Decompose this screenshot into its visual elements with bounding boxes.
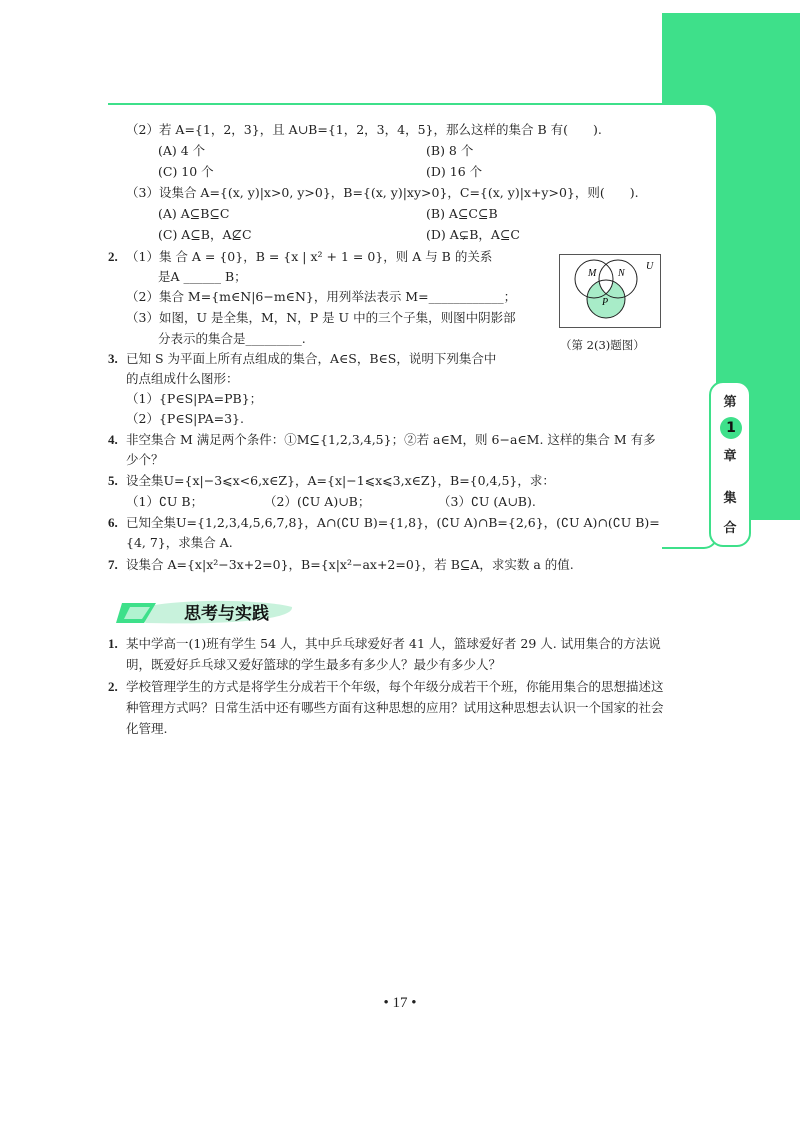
q5-line-1: 设全集U={x|−3⩽x<6,x∈Z}，A={x|−1⩽x⩽3,x∈Z}，B={0,4,5}，求： xyxy=(126,473,555,488)
practice-1-line-1: 某中学高一(1)班有学生 54 人，其中乒乓球爱好者 41 人，篮球爱好者 29 人. 试用集合的方法说 xyxy=(126,636,661,651)
header-rule xyxy=(108,103,663,105)
q6-line-2: {4, 7}，求集合 A. xyxy=(126,535,233,550)
q2-line-4: （3）如图，U 是全集，M，N，P 是 U 中的三个子集，则图中阴影部 xyxy=(126,310,516,325)
q1-3-stem: （3）设集合 A={(x, y)|x>0, y>0}，B={(x, y)|xy>0}，C={(x, y)|x+y>0}，则( ). xyxy=(126,185,639,200)
q2-line-3: （2）集合 M={m∈N|6−m∈N}，用列举法表示 M=____________； xyxy=(126,289,517,304)
q3-line-1: 已知 S 为平面上所有点组成的集合，A∈S，B∈S，说明下列集合中 xyxy=(126,351,497,366)
chapter-tab-ji: 集 xyxy=(723,491,737,506)
practice-1-line-2: 明，既爱好乒乓球又爱好篮球的学生最多有多少人？最少有多少人？ xyxy=(126,657,502,672)
q1-3-option-b: (B) A⊆C⊆B xyxy=(426,206,498,221)
q1-3-option-a: (A) A⊆B⊆C xyxy=(158,206,230,221)
q5-part-2: （2）(∁U A)∪B； xyxy=(264,494,371,509)
q4-line-1: 非空集合 M 满足两个条件：①M⊆{1,2,3,4,5}；②若 a∈M，则 6−a∈M. 这样的集合 M 有多 xyxy=(126,432,656,447)
q4-line-2: 少个？ xyxy=(126,452,164,467)
practice-1-number: 1. xyxy=(108,636,118,651)
q1-3-option-d: (D) A⊊B，A⊆C xyxy=(426,227,521,242)
q1-2-option-c: (C) 10 个 xyxy=(158,164,214,179)
q3-line-2: 的点组成什么图形： xyxy=(126,371,239,386)
q7-line-1: 设集合 A={x|x²−3x+2=0}，B={x|x²−ax+2=0}，若 B⊆A，求实数 a 的值. xyxy=(126,557,574,572)
q2-number: 2. xyxy=(108,249,118,264)
q5-number: 5. xyxy=(108,473,118,488)
q3-number: 3. xyxy=(108,351,118,366)
page-number: • 17 • xyxy=(383,995,417,1011)
q1-3-option-c: (C) A⊆B，A⊈C xyxy=(158,227,252,242)
q1-2-stem: （2）若 A={1，2，3}，且 A∪B={1，2，3，4，5}，那么这样的集合 B 有( ). xyxy=(126,122,602,137)
q3-line-4: （2）{P∈S|PA=3}. xyxy=(126,411,244,426)
q5-part-1: （1）∁U B； xyxy=(126,494,204,509)
q1-2-option-a: (A) 4 个 xyxy=(158,143,206,158)
chapter-number: 1 xyxy=(720,417,742,439)
practice-2-line-3: 化管理. xyxy=(126,721,168,736)
q4-number: 4. xyxy=(108,432,118,447)
chapter-tab-he: 合 xyxy=(723,521,737,536)
venn-diagram xyxy=(559,254,661,328)
q2-line-1: （1）集 合 A = {0}，B = {x | x² + 1 = 0}，则 A 与 B 的关系 xyxy=(126,249,493,264)
venn-label-p: P xyxy=(602,297,609,308)
venn-label-n: N xyxy=(618,268,625,279)
venn-svg xyxy=(560,255,660,327)
chapter-tab-zhang: 章 xyxy=(723,449,737,464)
q2-line-2: 是A ______ B； xyxy=(158,269,247,284)
venn-label-m: M xyxy=(588,268,597,279)
q1-2-option-d: (D) 16 个 xyxy=(426,164,483,179)
venn-caption: （第 2(3)题图） xyxy=(560,338,645,352)
q6-number: 6. xyxy=(108,515,118,530)
section-title: 思考与实践 xyxy=(184,604,269,624)
chapter-tab xyxy=(709,381,751,547)
practice-2-number: 2. xyxy=(108,679,118,694)
chapter-tab-di: 第 xyxy=(723,395,737,410)
q3-line-3: （1）{P∈S|PA=PB}； xyxy=(126,391,263,406)
q5-part-3: （3）∁U (A∪B). xyxy=(438,494,536,509)
q2-line-5: 分表示的集合是_________. xyxy=(158,331,306,346)
q6-line-1: 已知全集U={1,2,3,4,5,6,7,8}，A∩(∁U B)={1,8}，(∁U A)∩B={2,6}，(∁U A)∩(∁U B)= xyxy=(126,515,660,530)
practice-2-line-1: 学校管理学生的方式是将学生分成若干个年级，每个年级分成若干个班，你能用集合的思想描述这 xyxy=(126,679,664,694)
q1-2-option-b: (B) 8 个 xyxy=(426,143,474,158)
practice-2-line-2: 种管理方式吗？日常生活中还有哪些方面有这种思想的应用？试用这种思想去认识一个国家的社会 xyxy=(126,700,664,715)
q7-number: 7. xyxy=(108,557,118,572)
venn-label-u: U xyxy=(646,261,654,272)
